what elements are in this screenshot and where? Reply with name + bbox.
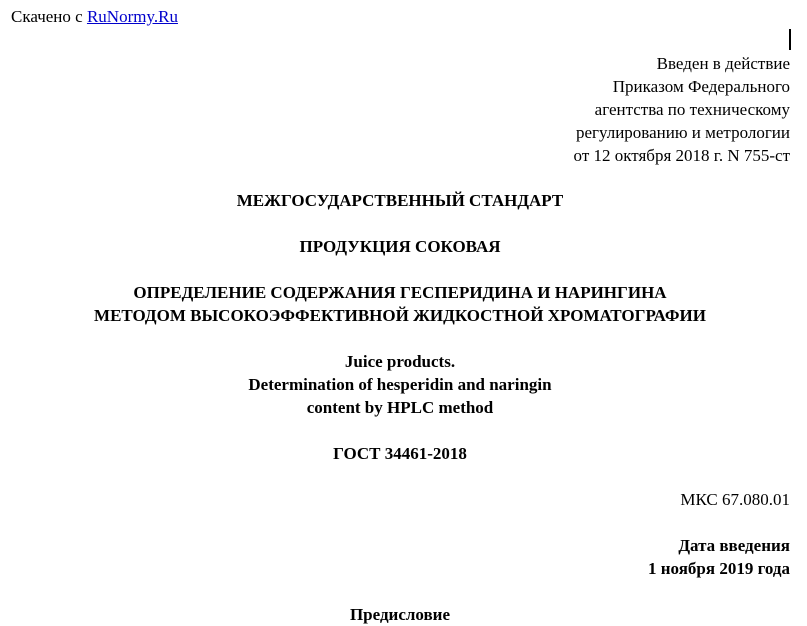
intro-line: от 12 октября 2018 г. N 755-ст [573,146,790,165]
intro-line: агентства по техническому [594,100,790,119]
text-cursor [789,29,791,50]
intro-line: регулированию и метрологии [575,123,790,142]
method-title-line: МЕТОДОМ ВЫСОКОЭФФЕКТИВНОЙ ЖИДКОСТНОЙ ХРОМАТОГРАФИИ [94,306,706,325]
intro-line: Введен в действие [656,54,790,73]
english-title-heading [0,350,800,419]
standard-type-heading [0,189,800,212]
standard-type-text: МЕЖГОСУДАРСТВЕННЫЙ СТАНДАРТ [236,191,564,210]
method-title-heading [0,281,800,327]
english-title-line: content by HPLC method [306,398,494,417]
effective-date-value: 1 ноября 2019 года [648,559,790,578]
download-source-line [11,7,178,27]
product-title-heading [0,235,800,258]
product-title-text: ПРОДУКЦИЯ СОКОВАЯ [299,237,501,256]
preface-heading: Предисловие [349,605,451,624]
gost-number-heading [0,442,800,465]
gost-number-text: ГОСТ 34461-2018 [333,444,467,463]
english-title-line: Juice products. [344,352,456,371]
english-title-line: Determination of hesperidin and naringin [248,375,552,394]
source-link[interactable]: RuNormy.Ru [86,7,178,26]
effective-date-block [648,534,790,580]
mks-code: МКС 67.080.01 [680,490,790,509]
method-title-line: ОПРЕДЕЛЕНИЕ СОДЕРЖАНИЯ ГЕСПЕРИДИНА И НАРИНГИНА [133,283,667,302]
effective-date-label: Дата введения [678,536,790,555]
intro-line: Приказом Федерального [612,77,790,96]
introduction-order-block [574,52,790,167]
downloaded-prefix: Скачено с [11,7,83,26]
